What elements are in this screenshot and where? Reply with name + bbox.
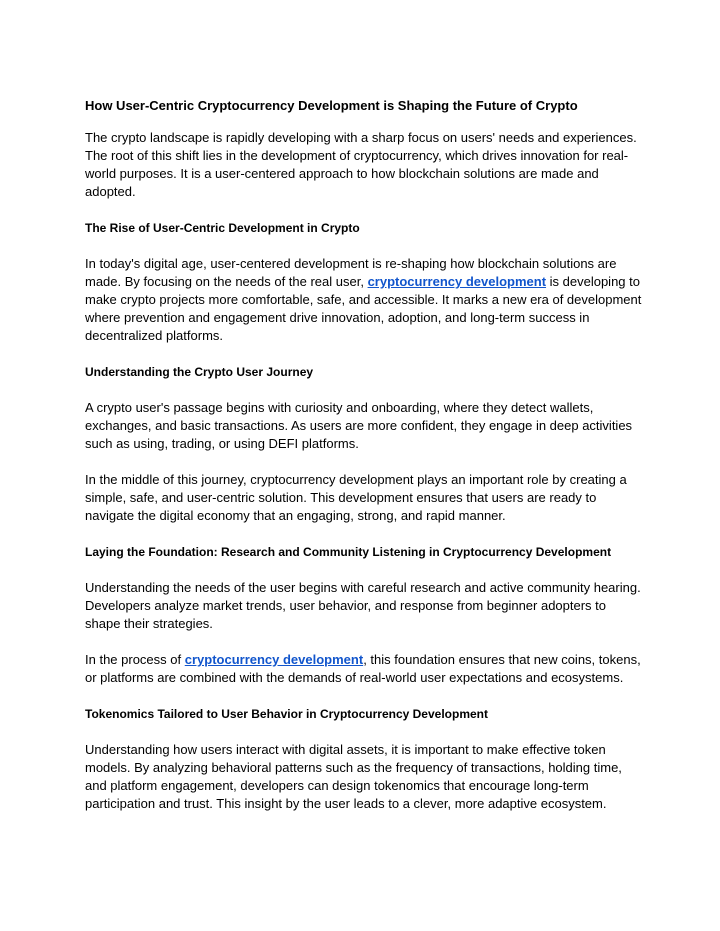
journey-paragraph-2: In the middle of this journey, cryptocurrency development plays an important role by creating a simple, safe, and user-centric solution. This development ensures that users are ready to navigate the digital economy that an engaging, strong, and rapid manner. bbox=[85, 472, 627, 523]
section-heading-rise: The Rise of User-Centric Development in Crypto bbox=[85, 221, 360, 235]
foundation-paragraph-1: Understanding the needs of the user begins with careful research and active community hearing. Developers analyze market trends, user behavior, and response from beginner adopters to shape their strategies. bbox=[85, 580, 641, 631]
intro-paragraph: The crypto landscape is rapidly developing with a sharp focus on users' needs and experiences. The root of this shift lies in the development of cryptocurrency, which drives innovation for real-world purposes. It is a user-centered approach to how blockchain solutions are made and adopted. bbox=[85, 130, 637, 199]
foundation-paragraph-text-before: In the process of bbox=[85, 652, 185, 667]
cryptocurrency-development-link[interactable]: cryptocurrency development bbox=[367, 274, 547, 289]
cryptocurrency-development-link-2[interactable]: cryptocurrency development bbox=[184, 652, 364, 667]
tokenomics-paragraph: Understanding how users interact with digital assets, it is important to make effective token models. By analyzing behavioral patterns such as the frequency of transactions, holding time, and platform engagement, developers can design tokenomics that encourage long-term participation and trust. This insight by the user leads to a clever, more adaptive ecosystem. bbox=[85, 742, 622, 811]
journey-paragraph-1: A crypto user's passage begins with curiosity and onboarding, where they detect wallets, exchanges, and basic transactions. As users are more confident, they engage in deep activities such as using, trading, or using DEFI platforms. bbox=[85, 400, 633, 451]
section-heading-foundation: Laying the Foundation: Research and Community Listening in Cryptocurrency Development bbox=[85, 545, 612, 559]
document-title: How User-Centric Cryptocurrency Development is Shaping the Future of Crypto bbox=[85, 98, 578, 113]
rise-paragraph-text-after: is developing to make crypto projects more comfortable, safe, and accessible. It marks a new era of development where prevention and engagement drive innovation, adoption, and long-term success in decentralized platforms. bbox=[85, 274, 642, 343]
document-page bbox=[85, 97, 645, 831]
section-heading-journey: Understanding the Crypto User Journey bbox=[85, 365, 314, 379]
rise-paragraph bbox=[85, 255, 645, 345]
rise-paragraph-text-before: In today's digital age, user-centered development is re-shaping how blockchain solutions are made. By focusing on the needs of the real user, bbox=[85, 256, 617, 289]
section-heading-tokenomics: Tokenomics Tailored to User Behavior in Cryptocurrency Development bbox=[85, 707, 488, 721]
foundation-paragraph-2 bbox=[85, 651, 645, 687]
foundation-paragraph-text-after: , this foundation ensures that new coins, tokens, or platforms are combined with the demands of real-world user expectations and ecosystems. bbox=[85, 652, 641, 685]
